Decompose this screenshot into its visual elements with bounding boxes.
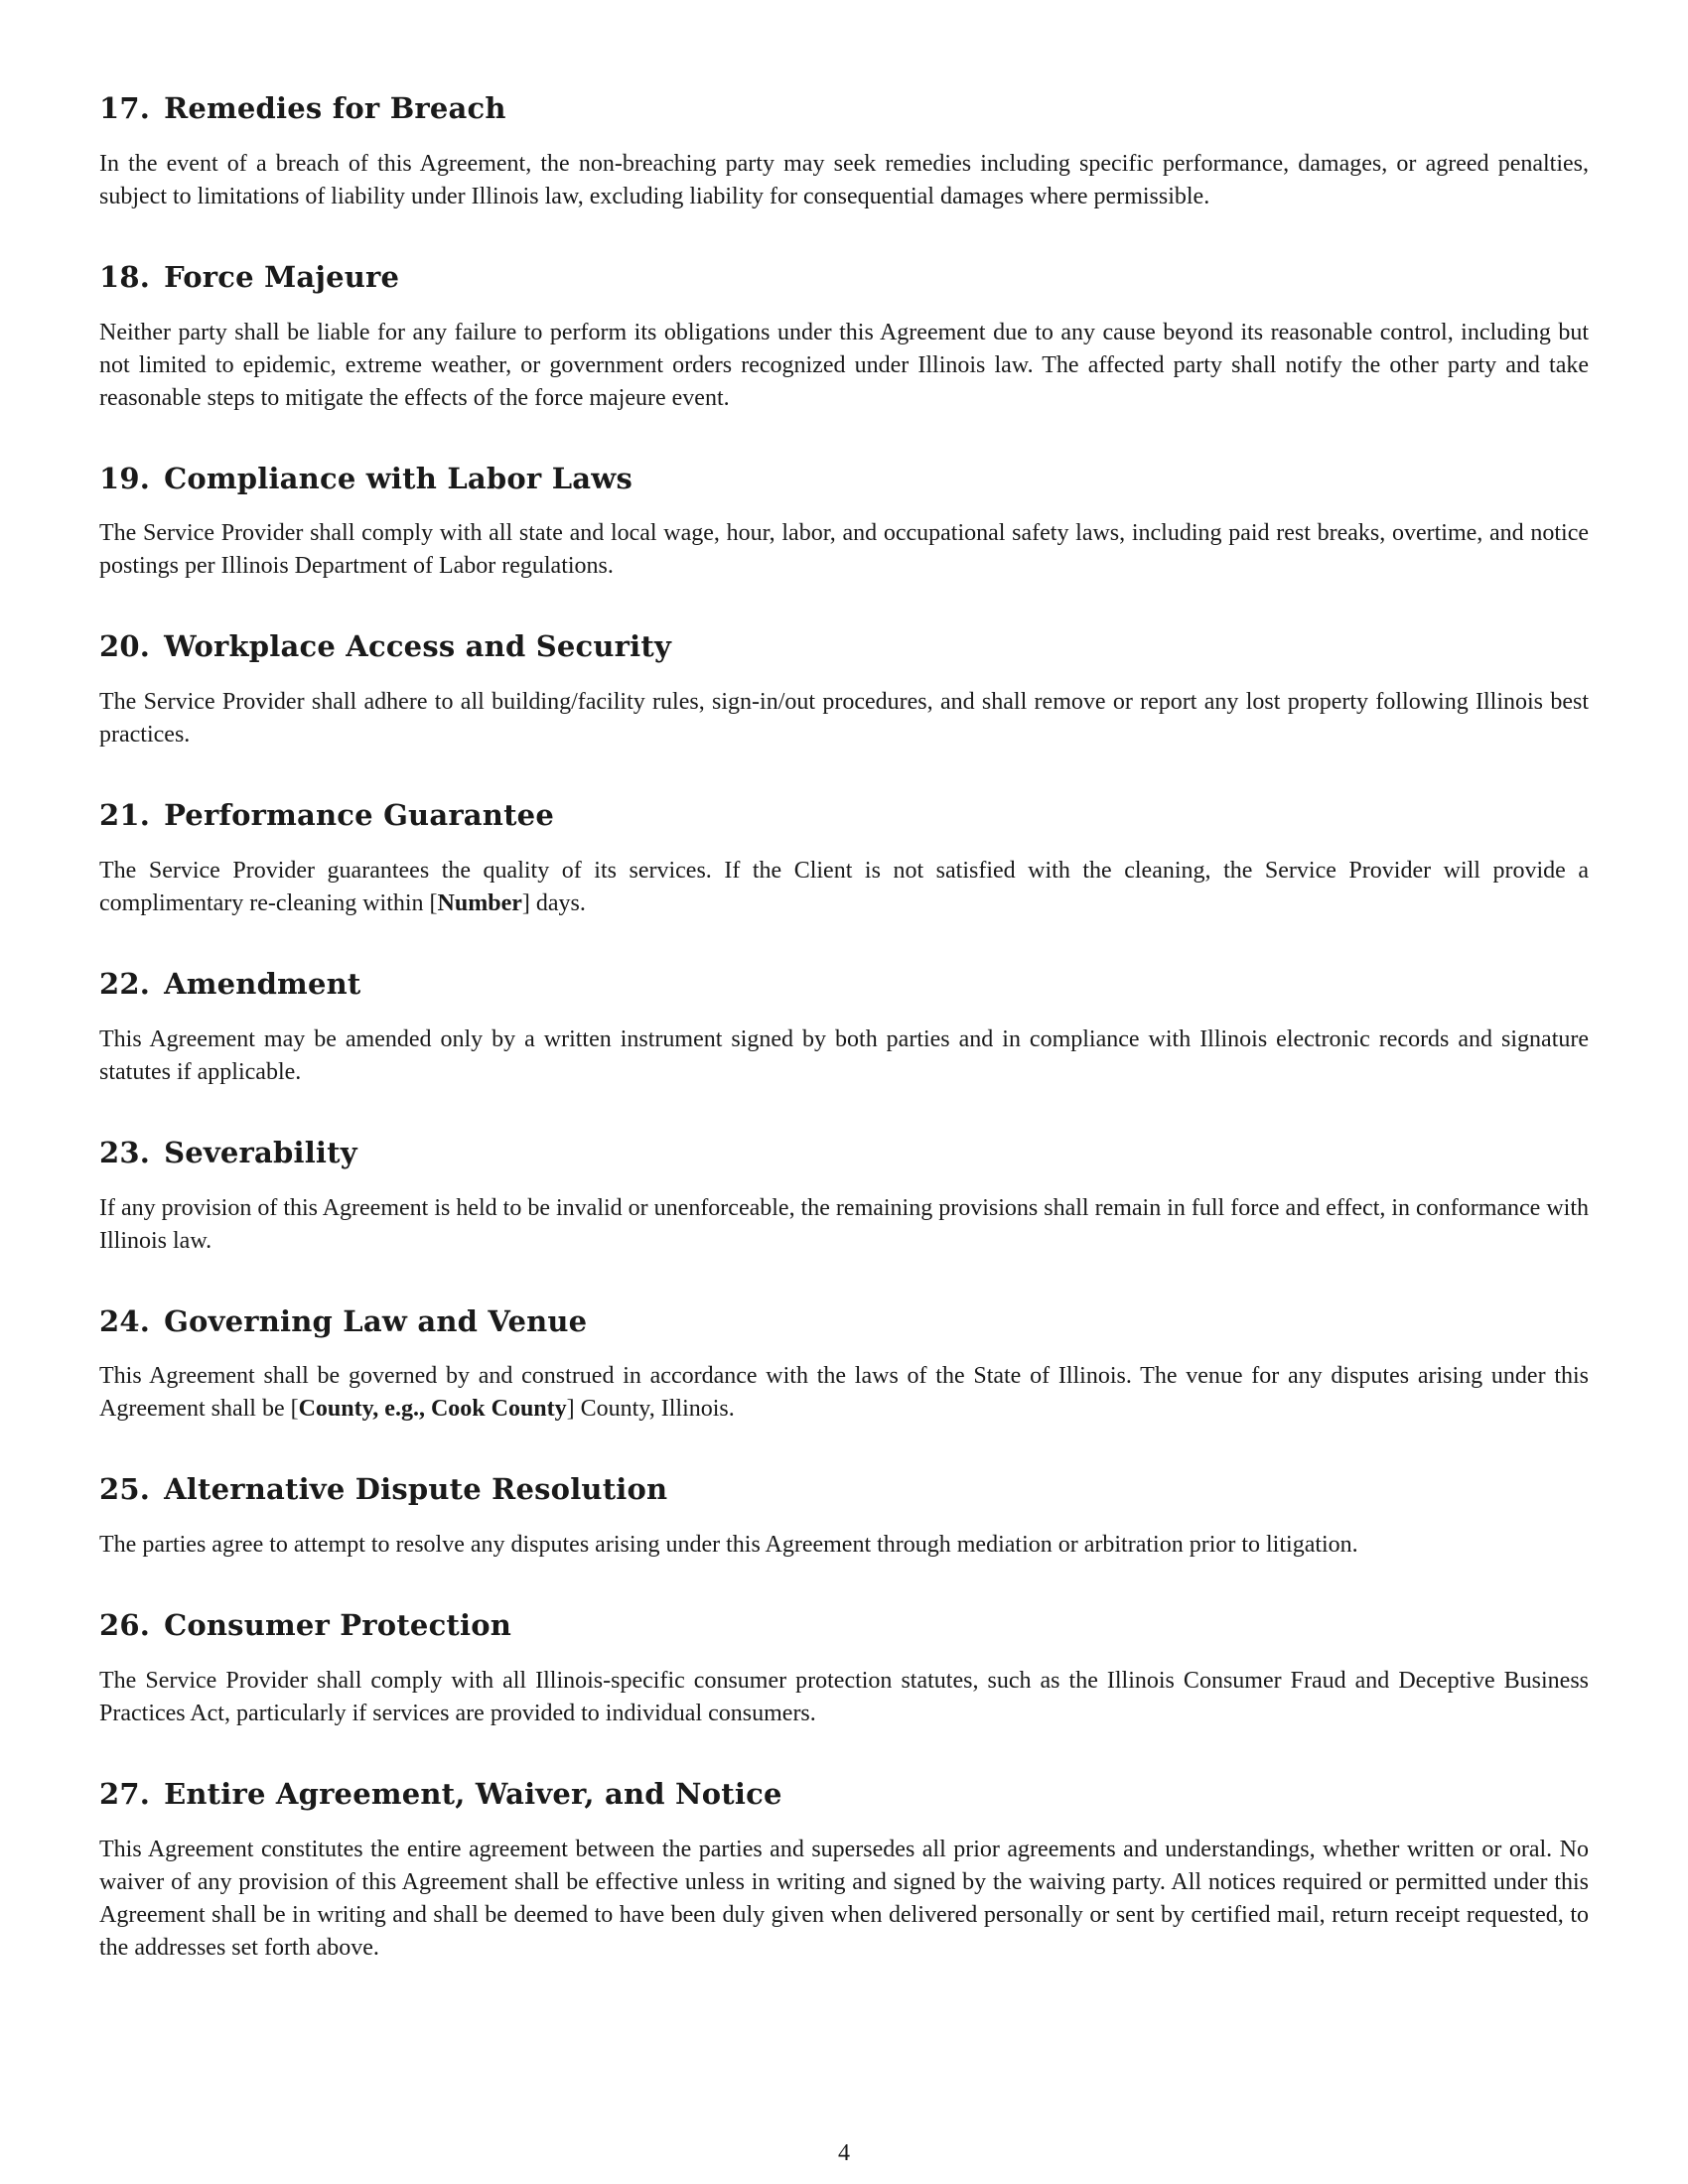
section-27 bbox=[99, 1777, 1589, 1965]
section-heading: 24. Governing Law and Venue bbox=[99, 1303, 588, 1338]
section-heading: 20. Workplace Access and Security bbox=[99, 629, 672, 664]
section-body: The Service Provider shall comply with all Illinois-specific consumer protection statutes, such as the Illinois Consumer Fraud and Deceptive Business Practices Act, particularly if services are provided to individual consumers. bbox=[99, 1667, 1589, 1726]
section-body: This Agreement constitutes the entire agreement between the parties and supersedes all prior agreements and understandings, whether written or oral. No waiver of any provision of this Agreement shall be effective unless in writing and signed by the waiving party. All notices required or permitted under this Agreement shall be in writing and shall be deemed to have been duly given when delivered personally or sent by certified mail, return receipt requested, to the addresses set forth above. bbox=[99, 1836, 1589, 1961]
section-heading: 19. Compliance with Labor Laws bbox=[99, 461, 633, 495]
section-24 bbox=[99, 1304, 1589, 1427]
section-body: The Service Provider guarantees the quality of its services. If the Client is not satisfied with the cleaning, the Service Provider will provide a complimentary re-cleaning within [Number] days. bbox=[99, 857, 1589, 916]
section-23 bbox=[99, 1136, 1589, 1258]
section-heading: 22. Amendment bbox=[99, 966, 361, 1001]
section-19 bbox=[99, 462, 1589, 584]
section-heading: 18. Force Majeure bbox=[99, 259, 400, 294]
placeholder-number: Number bbox=[437, 889, 522, 916]
section-21 bbox=[99, 798, 1589, 920]
section-heading: 21. Performance Guarantee bbox=[99, 798, 554, 833]
section-heading: 25. Alternative Dispute Resolution bbox=[99, 1472, 668, 1507]
section-heading: 23. Severability bbox=[99, 1135, 357, 1169]
section-body: Neither party shall be liable for any failure to perform its obligations under this Agreement due to any cause beyond its reasonable control, including but not limited to epidemic, extreme weather, or government orders recognized under Illinois law. The affected party shall notify the other party and take reasonable steps to mitigate the effects of the force majeure event. bbox=[99, 319, 1589, 411]
section-22 bbox=[99, 967, 1589, 1089]
section-26 bbox=[99, 1608, 1589, 1730]
section-18 bbox=[99, 260, 1589, 415]
section-body: In the event of a breach of this Agreement, the non-breaching party may seek remedies including specific performance, damages, or agreed penalties, subject to limitations of liability under Illinois law, excluding liability for consequential damages where permissible. bbox=[99, 150, 1589, 209]
section-20 bbox=[99, 629, 1589, 751]
document-page bbox=[99, 91, 1589, 2011]
page-number: 4 bbox=[838, 2140, 850, 2166]
section-heading: 27. Entire Agreement, Waiver, and Notice bbox=[99, 1776, 782, 1811]
section-17 bbox=[99, 91, 1589, 213]
section-body: This Agreement may be amended only by a written instrument signed by both parties and in compliance with Illinois electronic records and signature statutes if applicable. bbox=[99, 1025, 1589, 1085]
section-25 bbox=[99, 1472, 1589, 1562]
section-body: The Service Provider shall comply with all state and local wage, hour, labor, and occupational safety laws, including paid rest breaks, overtime, and notice postings per Illinois Department of Labor regulations. bbox=[99, 520, 1589, 580]
section-body: The Service Provider shall adhere to all building/facility rules, sign-in/out procedures, and shall remove or report any lost property following Illinois best practices. bbox=[99, 689, 1589, 749]
section-heading: 17. Remedies for Breach bbox=[99, 91, 506, 125]
section-heading: 26. Consumer Protection bbox=[99, 1608, 512, 1643]
section-body: This Agreement shall be governed by and construed in accordance with the laws of the State of Illinois. The venue for any disputes arising under this Agreement shall be [County, e.g., Cook County] County, Illinois. bbox=[99, 1363, 1589, 1423]
section-body: The parties agree to attempt to resolve any disputes arising under this Agreement through mediation or arbitration prior to litigation. bbox=[99, 1532, 1358, 1559]
placeholder-county: County, e.g., Cook County bbox=[298, 1396, 567, 1423]
section-body: If any provision of this Agreement is held to be invalid or unenforceable, the remaining provisions shall remain in full force and effect, in conformance with Illinois law. bbox=[99, 1194, 1589, 1254]
